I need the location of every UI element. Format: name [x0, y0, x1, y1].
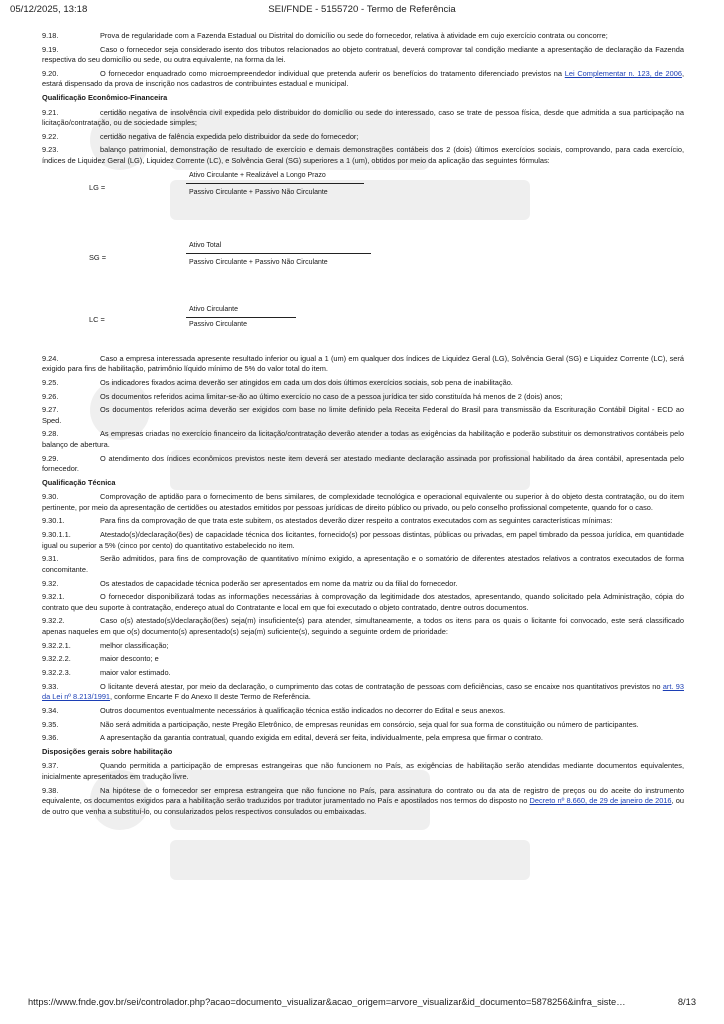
clause-item: 9.32.2.3. maior valor estimado.: [42, 667, 171, 677]
clause-number: 9.37.: [42, 761, 59, 771]
legal-reference-link[interactable]: Decreto nº 8.660, de 29 de janeiro de 2016: [529, 796, 672, 806]
clause-item: 9.19. Caso o fornecedor seja considerado isento dos tributos relacionados ao objeto contratual, deverá comprovar tal condição mediante a apresentação de declaração da Fazenda respectiva do seu domicílio ou sede, ou outra equivalente, na forma da lei.: [42, 44, 684, 65]
clause-number: 9.25.: [42, 377, 59, 387]
page-number: 8/13: [677, 997, 696, 1007]
formula-label: SG =: [89, 252, 107, 262]
ratio-formula: [42, 170, 684, 240]
clause-item: 9.31. Serão admitidos, para fins de comprovação de quantitativo mínimo exigido, a apresentação e o somatório de diferentes atestados relativos a contratos executados de forma concomitante.: [42, 554, 684, 574]
clause-number: 9.20.: [42, 68, 59, 78]
clause-number: 9.30.1.: [42, 516, 65, 526]
clause-item: 9.32.2. Caso o(s) atestado(s)/declaração(ões) seja(m) insuficiente(s) para atender, simultaneamente, a todos os itens para os quais o licitante foi convocado, este será classificado apenas naqueles em que o(s) documento(s) apresentado(s) seja(m) suficiente(s), seguindo a seguinte ordem de prioridade:: [42, 616, 684, 636]
clause-number: 9.32.2.: [42, 616, 65, 626]
clause-number: 9.23.: [42, 145, 59, 155]
clause-item: 9.25. Os indicadores fixados acima deverão ser atingidos em cada um dos dois últimos exercícios sociais, sob pena de inabilitação.: [42, 377, 513, 387]
clause-item: 9.32.2.1. melhor classificação;: [42, 640, 169, 650]
clause-item: 9.20. O fornecedor enquadrado como microempreendedor individual que pretenda auferir os benefícios do tratamento diferenciado previstos na Lei Complementar n. 123, de 2006, estará dispensado da prova de inscrição nos cadastros de contribuintes estadual e municipal.: [42, 68, 684, 89]
document-title: SEI/FNDE - 5155720 - Termo de Referência: [268, 4, 456, 15]
clause-item: 9.26. Os documentos referidos acima limitar-se-ão ao último exercício no caso de a pessoa jurídica ter sido constituída há menos de 2 (dois) anos;: [42, 391, 563, 401]
clause-number: 9.27.: [42, 405, 59, 415]
clause-item: 9.24. Caso a empresa interessada apresente resultado inferior ou igual a 1 (um) em qualquer dos índices de Liquidez Geral (LG), Solvência Geral (SG) e Liquidez Corrente (LC), será exigido para fins de habilitação, patrimônio líquido mínimo de 5% do valor total do item.: [42, 353, 684, 374]
clause-item: 9.21. certidão negativa de insolvência civil expedida pelo distribuidor do domicílio ou sede do interessado, caso se trate de pessoa física, desde que admitida a sua participação na licitação/contratação, ou de sociedade simples;: [42, 107, 684, 128]
clause-item: 9.32.1. O fornecedor disponibilizará todas as informações necessárias à comprovação da legitimidade dos atestados, apresentando, quando solicitado pela Administração, cópia do contrato que deu suporte à contratação, endereço atual do Contratante e local em que foi executado o objeto contratado, dentre outros documentos.: [42, 592, 684, 612]
clause-number: 9.30.: [42, 492, 59, 502]
clause-number: 9.32.2.1.: [42, 640, 71, 650]
fraction-bar: [186, 317, 296, 318]
clause-item: 9.27. Os documentos referidos acima deverão ser exigidos com base no limite definido pela Receita Federal do Brasil para transmissão da Escrituração Contábil Digital - ECD ao Sped.: [42, 405, 684, 425]
clause-item: 9.22. certidão negativa de falência expedida pelo distribuidor da sede do fornecedor;: [42, 131, 359, 141]
document-body: [42, 31, 684, 981]
clause-number: 9.24.: [42, 353, 59, 363]
clause-item: 9.30. Comprovação de aptidão para o fornecimento de bens similares, de complexidade tecnológica e operacional equivalente ou superior à do objeto desta contratação, ou do item pertinente, por meio da apresentação de certidões ou atestados emitidos por pessoas jurídicas de direito público ou privado, ou pelo conselho profissional competente, quando for o caso.: [42, 492, 684, 512]
footer-url: https://www.fnde.gov.br/sei/controlador.php?acao=documento_visualizar&acao_origem=arvore_visualizar&id_documento=5878256&infra_siste…: [28, 997, 626, 1007]
clause-item: 9.30.1. Para fins da comprovação de que trata este subitem, os atestados deverão dizer respeito a contratos executados com as seguintes características mínimas:: [42, 516, 613, 526]
clause-item: 9.35. Não será admitida a participação, neste Pregão Eletrônico, de empresas reunidas em consórcio, seja qual for sua forma de constituição ou número de participantes.: [42, 719, 639, 729]
clause-number: 9.35.: [42, 719, 59, 729]
clause-number: 9.28.: [42, 429, 59, 439]
clause-item: 9.29. O atendimento dos índices econômicos previstos neste item deverá ser atestado mediante declaração assinada por profissional habilitado da área contábil, apresentada pelo fornecedor.: [42, 453, 684, 474]
legal-reference-link[interactable]: Lei Complementar n. 123, de 2006: [564, 68, 682, 78]
print-datetime: 05/12/2025, 13:18: [10, 4, 88, 15]
formula-denominator: Passivo Circulante: [189, 320, 247, 328]
formula-label: LG =: [89, 182, 106, 192]
clause-number: 9.36.: [42, 733, 59, 743]
clause-number: 9.38.: [42, 785, 59, 795]
clause-number: 9.32.2.3.: [42, 667, 71, 677]
section-heading: Qualificação Econômico-Financeira: [42, 93, 168, 103]
clause-number: 9.21.: [42, 107, 59, 117]
page-header: [10, 4, 714, 20]
clause-number: 9.18.: [42, 31, 59, 40]
formula-denominator: Passivo Circulante + Passivo Não Circulante: [189, 188, 328, 196]
clause-item: 9.23. balanço patrimonial, demonstração de resultado de exercício e demais demonstrações contábeis dos 2 (dois) últimos exercícios sociais, comprovando, para cada exercício, índices de Liquidez Geral (LG), Liquidez Corrente (LC), e Solvência Geral (SG) superiores a 1 (um), obtidos por meio da aplicação das seguintes fórmulas:: [42, 145, 684, 165]
page-footer: [28, 997, 696, 1011]
formula-numerator: Ativo Circulante: [189, 305, 239, 313]
clause-item: 9.34. Outros documentos eventualmente necessários à qualificação técnica estão indicados no decorrer do Edital e seus anexos.: [42, 705, 506, 715]
clause-number: 9.32.1.: [42, 592, 65, 602]
clause-number: 9.34.: [42, 705, 59, 715]
fraction-bar: [186, 183, 364, 184]
formula-numerator: Ativo Total: [189, 241, 222, 249]
clause-number: 9.29.: [42, 453, 59, 463]
legal-reference-link[interactable]: art. 93 da Lei nº 8.213/1991: [42, 681, 684, 702]
clause-number: 9.19.: [42, 44, 59, 54]
clause-number: 9.26.: [42, 391, 59, 401]
clause-item: 9.36. A apresentação da garantia contratual, quando exigida em edital, deverá ser feita, individualmente, pela empresa que firmar o contrato.: [42, 733, 543, 743]
clause-item: 9.30.1.1. Atestado(s)/declaração(ões) de capacidade técnica dos licitantes, fornecido(s) por pessoas distintas, públicas ou privadas, em papel timbrado da pessoa jurídica, em quantidade igual ou superior a 5% (cinco por cento) do quantitativo estabelecido no item.: [42, 530, 684, 550]
clause-number: 9.33.: [42, 681, 59, 691]
ratio-formula: [42, 304, 684, 354]
section-heading: Disposições gerais sobre habilitação: [42, 746, 173, 756]
clause-item: 9.37. Quando permitida a participação de empresas estrangeiras que não funcionem no País, as exigências de habilitação serão atendidas mediante documentos equivalentes, inicialmente apresentados em tradução livre.: [42, 761, 684, 781]
clause-item: 9.32. Os atestados de capacidade técnica poderão ser apresentados em nome da matriz ou da filial do fornecedor.: [42, 578, 458, 588]
clause-number: 9.30.1.1.: [42, 530, 71, 540]
section-heading: Qualificação Técnica: [42, 477, 116, 487]
clause-item: 9.18. Prova de regularidade com a Fazenda Estadual ou Distrital do domicílio ou sede do fornecedor, relativa à atividade em cujo exercício contrata ou concorre;: [42, 31, 608, 40]
clause-number: 9.32.2.2.: [42, 654, 71, 664]
clause-item: 9.28. As empresas criadas no exercício financeiro da licitação/contratação deverão atender a todas as exigências da habilitação e poderão substituir os demonstrativos contábeis pelo balanço de abertura.: [42, 429, 684, 449]
ratio-formula: [42, 240, 684, 304]
clause-item: 9.33. O licitante deverá atestar, por meio da declaração, o cumprimento das cotas de contratação de pessoas com deficiências, caso se encaixe nos quantitativos previstos no art. 93 da Lei nº 8.213/1991, conforme Encarte F do Anexo II deste Termo de Referência.: [42, 681, 684, 702]
clause-number: 9.31.: [42, 554, 59, 564]
fraction-bar: [186, 253, 371, 254]
formula-numerator: Ativo Circulante + Realizável a Longo Prazo: [189, 171, 326, 179]
clause-item: 9.32.2.2. maior desconto; e: [42, 654, 159, 664]
clause-item: 9.38. Na hipótese de o fornecedor ser empresa estrangeira que não funcione no País, para assinatura do contrato ou da ata de registro de preços ou do aceite do instrumento equivalente, os documentos exigidos para a habilitação serão traduzidos por tradutor juramentado no País e apostilados nos termos do disposto no Decreto nº 8.660, de 29 de janeiro de 2016, ou de outro que venha a substituí-lo, ou consularizados pelos respectivos consulados ou embaixadas.: [42, 785, 684, 816]
formula-denominator: Passivo Circulante + Passivo Não Circulante: [189, 258, 328, 266]
clause-number: 9.32.: [42, 578, 59, 588]
formula-label: LC =: [89, 314, 105, 324]
clause-number: 9.22.: [42, 131, 59, 141]
